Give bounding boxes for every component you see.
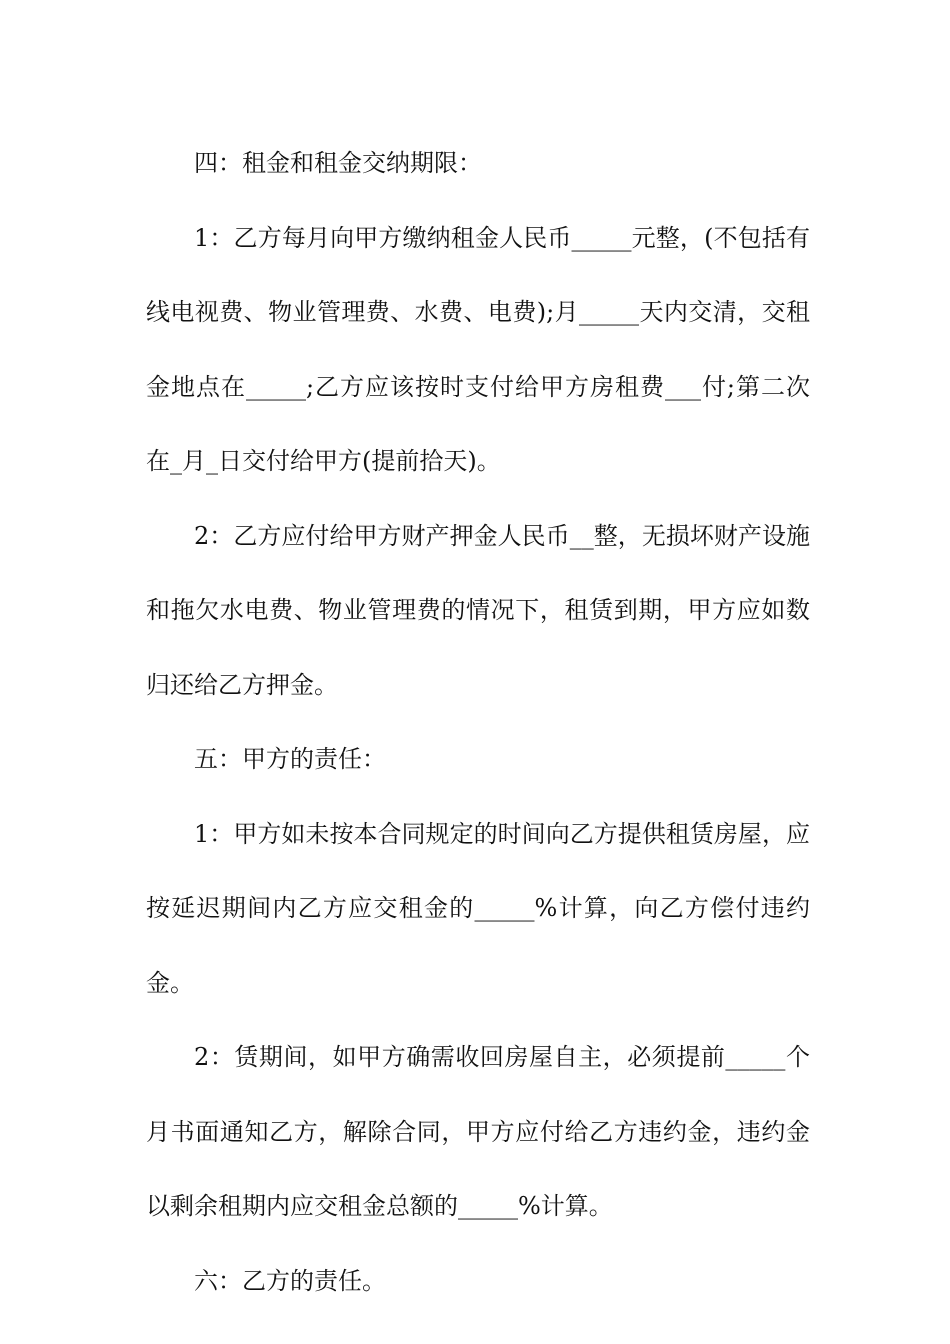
clause-party-a-delay: 1：甲方如未按本合同规定的时间向乙方提供租赁房屋，应按延迟期间内乙方应交租金的_____%计算，向乙方偿付违约金。: [146, 819, 810, 997]
document-body: [146, 126, 810, 1318]
section-heading-rent: 四：租金和租金交纳期限：: [194, 149, 482, 177]
clause-rent-payment: 1：乙方每月向甲方缴纳租金人民币_____元整，(不包括有线电视费、物业管理费、水费、电费);月_____天内交清，交租金地点在_____;乙方应该按时支付给甲方房租费___付;第二次在_月_日交付给甲方(提前拾天)。: [146, 223, 810, 475]
clause-party-a-termination: 2：赁期间，如甲方确需收回房屋自主，必须提前_____个月书面通知乙方，解除合同，甲方应付给乙方违约金，违约金以剩余租期内应交租金总额的_____%计算。: [146, 1043, 810, 1220]
section-heading-party-a: 五：甲方的责任：: [194, 745, 386, 773]
section-heading-party-b: 六：乙方的责任。: [194, 1266, 386, 1295]
clause-deposit: 2：乙方应付给甲方财产押金人民币__整，无损坏财产设施和拖欠水电费、物业管理费的情况下，租赁到期，甲方应如数归还给乙方押金。: [146, 521, 810, 699]
